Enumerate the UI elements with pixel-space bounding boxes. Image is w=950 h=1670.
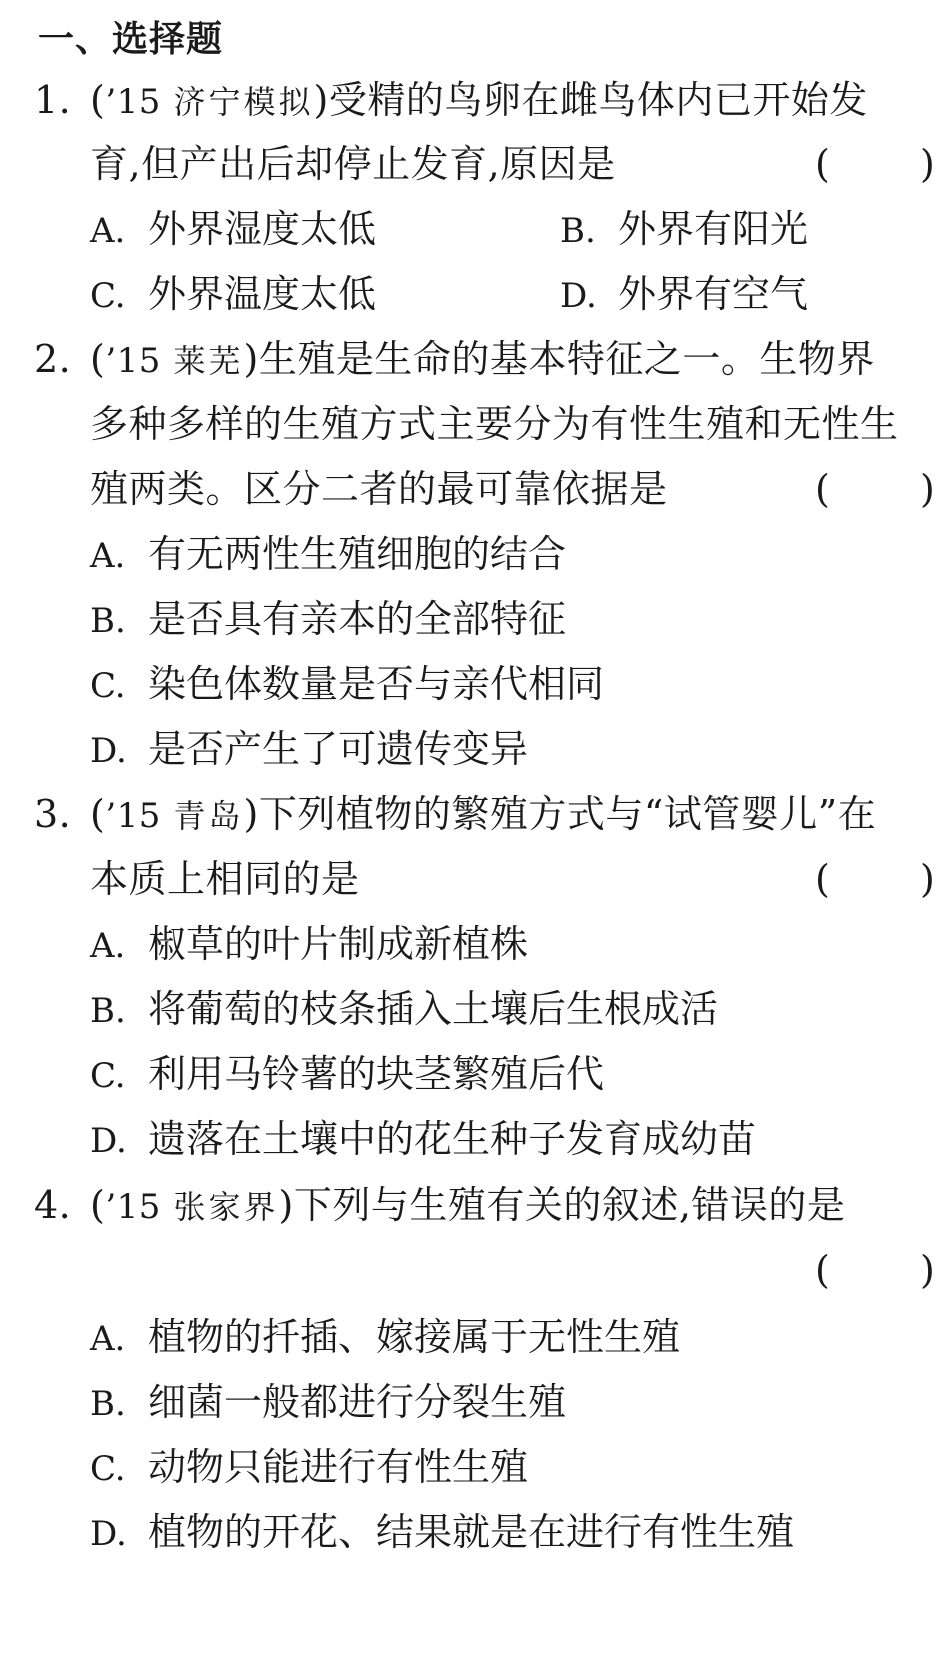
option-text: 外界有阳光 <box>618 207 809 251</box>
answer-paren <box>815 132 935 196</box>
question-stem-line-1 <box>90 327 875 391</box>
option-text: 椒草的叶片制成新植株 <box>148 922 529 966</box>
option-letter: A. <box>90 211 126 251</box>
option-a <box>90 912 528 976</box>
source-place: 济宁模拟 <box>173 83 314 121</box>
source-open-paren: ( <box>90 78 106 122</box>
option-letter: A. <box>90 536 126 576</box>
question-number: 2. <box>34 337 72 381</box>
option-d <box>560 262 808 326</box>
source-close-paren: ) <box>313 78 329 122</box>
option-letter: A. <box>90 926 126 966</box>
option-text: 是否产生了可遗传变异 <box>148 727 529 771</box>
question-stem-line-2: 多种多样的生殖方式主要分为有性生殖和无性生 <box>90 402 899 446</box>
answer-paren-open: ( <box>815 857 831 901</box>
option-text: 将葡萄的枝条插入土壤后生根成活 <box>148 987 719 1031</box>
option-text: 外界湿度太低 <box>148 207 377 251</box>
question-number: 1. <box>34 78 72 122</box>
option-b <box>90 1370 566 1434</box>
question-stem-line-2: 本质上相同的是 <box>90 857 360 901</box>
option-letter: B. <box>90 601 126 641</box>
option-b <box>90 977 718 1041</box>
stem-text: 下列与生殖有关的叙述,错误的是 <box>293 1183 846 1227</box>
source-place: 青岛 <box>173 797 244 835</box>
option-a <box>90 522 566 586</box>
answer-paren-close: ) <box>920 142 936 186</box>
source-close-paren: ) <box>243 792 259 836</box>
source-year: ’15 <box>105 341 161 381</box>
option-b <box>90 587 566 651</box>
stem-text: 生殖是生命的基本特征之一。生物界 <box>258 337 875 381</box>
answer-paren-open: ( <box>815 1248 831 1292</box>
option-text: 有无两性生殖细胞的结合 <box>148 532 567 576</box>
option-letter: D. <box>560 276 597 316</box>
option-text: 外界温度太低 <box>148 272 377 316</box>
option-d <box>90 717 528 781</box>
option-letter: C. <box>90 666 126 706</box>
option-letter: C. <box>90 1056 126 1096</box>
answer-paren-open: ( <box>815 467 831 511</box>
option-d <box>90 1107 756 1171</box>
option-letter: B. <box>560 211 596 251</box>
option-letter: D. <box>90 1514 127 1554</box>
option-text: 植物的扦插、嫁接属于无性生殖 <box>148 1315 681 1359</box>
option-a <box>90 197 376 261</box>
option-text: 利用马铃薯的块茎繁殖后代 <box>148 1052 605 1096</box>
source-place: 莱芜 <box>173 342 244 380</box>
stem-text: 下列植物的繁殖方式与“试管婴儿”在 <box>258 792 877 836</box>
question-number: 4. <box>34 1183 72 1227</box>
option-c <box>90 1042 604 1106</box>
question-stem-line-2: 育,但产出后却停止发育,原因是 <box>90 142 616 186</box>
option-b <box>560 197 808 261</box>
option-text: 遗落在土壤中的花生种子发育成幼苗 <box>148 1117 757 1161</box>
source-open-paren: ( <box>90 792 106 836</box>
option-letter: B. <box>90 991 126 1031</box>
option-a <box>90 1305 680 1369</box>
question-number: 3. <box>34 792 72 836</box>
source-year: ’15 <box>105 1187 161 1227</box>
answer-paren-close: ) <box>920 467 936 511</box>
source-close-paren: ) <box>243 337 259 381</box>
option-c <box>90 652 604 716</box>
answer-paren-close: ) <box>920 1248 936 1292</box>
source-close-paren: ) <box>278 1183 294 1227</box>
source-place: 张家界 <box>173 1188 279 1226</box>
option-c <box>90 262 376 326</box>
section-title: 一、选择题 <box>38 19 224 60</box>
option-letter: B. <box>90 1384 126 1424</box>
option-letter: C. <box>90 1449 126 1489</box>
option-text: 植物的开花、结果就是在进行有性生殖 <box>148 1510 795 1554</box>
option-letter: D. <box>90 731 127 771</box>
source-year: ’15 <box>105 82 161 122</box>
option-text: 是否具有亲本的全部特征 <box>148 597 567 641</box>
answer-paren <box>815 847 935 911</box>
question-stem-line-3: 殖两类。区分二者的最可靠依据是 <box>90 467 668 511</box>
stem-text: 受精的鸟卵在雌鸟体内已开始发 <box>328 78 868 122</box>
option-text: 染色体数量是否与亲代相同 <box>148 662 605 706</box>
option-text: 动物只能进行有性生殖 <box>148 1445 529 1489</box>
option-letter: A. <box>90 1319 126 1359</box>
answer-paren <box>815 1238 935 1302</box>
option-letter: D. <box>90 1121 127 1161</box>
source-year: ’15 <box>105 796 161 836</box>
question-stem-line-1 <box>90 782 876 846</box>
option-text: 细菌一般都进行分裂生殖 <box>148 1380 567 1424</box>
answer-paren-open: ( <box>815 142 831 186</box>
option-c <box>90 1435 528 1499</box>
answer-paren-close: ) <box>920 857 936 901</box>
answer-paren <box>815 457 935 521</box>
source-open-paren: ( <box>90 1183 106 1227</box>
question-stem-line-1 <box>90 1173 845 1237</box>
option-letter: C. <box>90 276 126 316</box>
question-stem-line-1 <box>90 68 868 132</box>
option-d <box>90 1500 794 1564</box>
option-text: 外界有空气 <box>618 272 809 316</box>
source-open-paren: ( <box>90 337 106 381</box>
